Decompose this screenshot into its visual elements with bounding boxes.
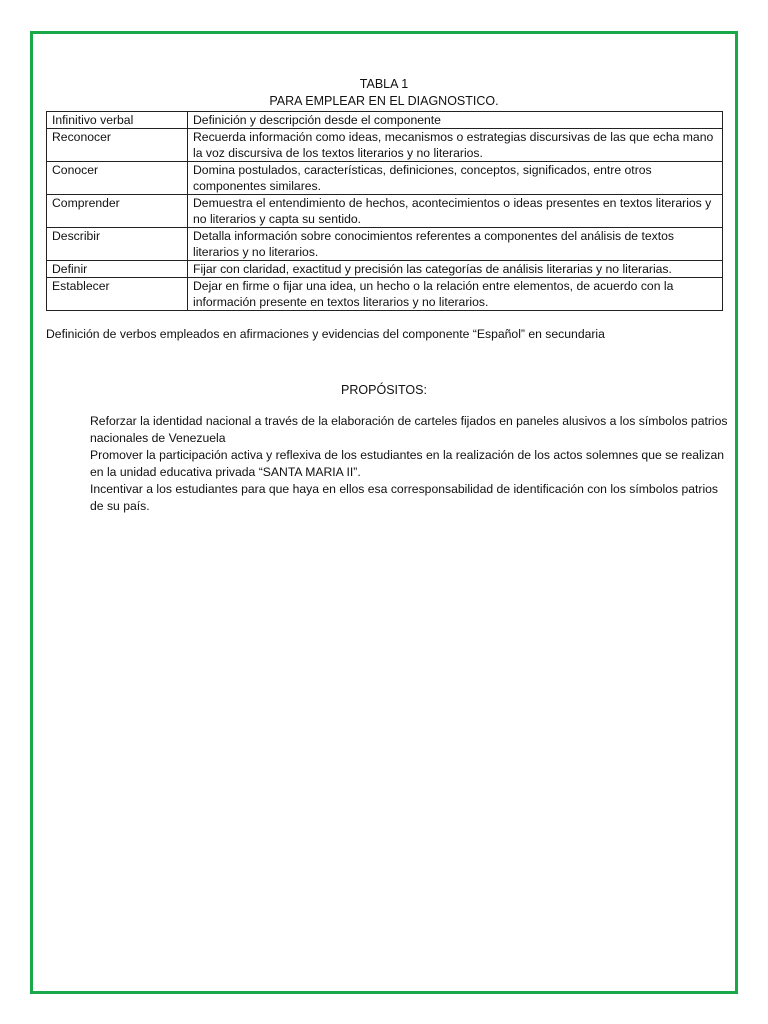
verb-cell: Describir (47, 228, 188, 261)
table-row (47, 228, 723, 261)
verb-cell: Conocer (47, 162, 188, 195)
table-subtitle: PARA EMPLEAR EN EL DIAGNOSTICO. (269, 94, 499, 108)
table-caption: Definición de verbos empleados en afirmaciones y evidencias del componente “Español” en secundaria (46, 327, 605, 341)
table-row (47, 162, 723, 195)
definition-cell: Detalla información sobre conocimientos referentes a componentes del análisis de textos literarios y no literarios. (188, 228, 723, 261)
table-row (47, 195, 723, 228)
verb-cell: Comprender (47, 195, 188, 228)
definition-cell: Fijar con claridad, exactitud y precisión las categorías de análisis literarias y no literarias. (188, 261, 723, 278)
purpose-item: Promover la participación activa y reflexiva de los estudiantes en la realización de los actos solemnes que se realizan en la unidad educativa privada “SANTA MARIA II”. (90, 448, 725, 479)
purposes-heading: PROPÓSITOS: (341, 383, 427, 397)
purpose-item: Incentivar a los estudiantes para que haya en ellos esa corresponsabilidad de identificación con los símbolos patrios de su país. (90, 482, 719, 513)
verbs-table (46, 111, 723, 311)
purposes-list (90, 413, 730, 515)
table-row (47, 129, 723, 162)
definition-cell: Dejar en firme o fijar una idea, un hecho o la relación entre elementos, de acuerdo con la información presente en textos literarios y no literarios. (188, 278, 723, 311)
table-header-row (47, 112, 723, 129)
definition-cell: Demuestra el entendimiento de hechos, acontecimientos o ideas presentes en textos literarios y no literarios y capta su sentido. (188, 195, 723, 228)
definition-cell: Recuerda información como ideas, mecanismos o estrategias discursivas de las que echa mano la voz discursiva de los textos literarios y no literarios. (188, 129, 723, 162)
table-row (47, 278, 723, 311)
verb-cell: Reconocer (47, 129, 188, 162)
verb-cell: Definir (47, 261, 188, 278)
header-definition: Definición y descripción desde el componente (188, 112, 723, 129)
purpose-item: Reforzar la identidad nacional a través de la elaboración de carteles fijados en paneles alusivos a los símbolos patrios nacionales de Venezuela (90, 414, 728, 445)
verb-cell: Establecer (47, 278, 188, 311)
header-verb: Infinitivo verbal (47, 112, 188, 129)
table-title: TABLA 1 (359, 77, 409, 91)
definition-cell: Domina postulados, características, definiciones, conceptos, significados, entre otros componentes similares. (188, 162, 723, 195)
table-row (47, 261, 723, 278)
